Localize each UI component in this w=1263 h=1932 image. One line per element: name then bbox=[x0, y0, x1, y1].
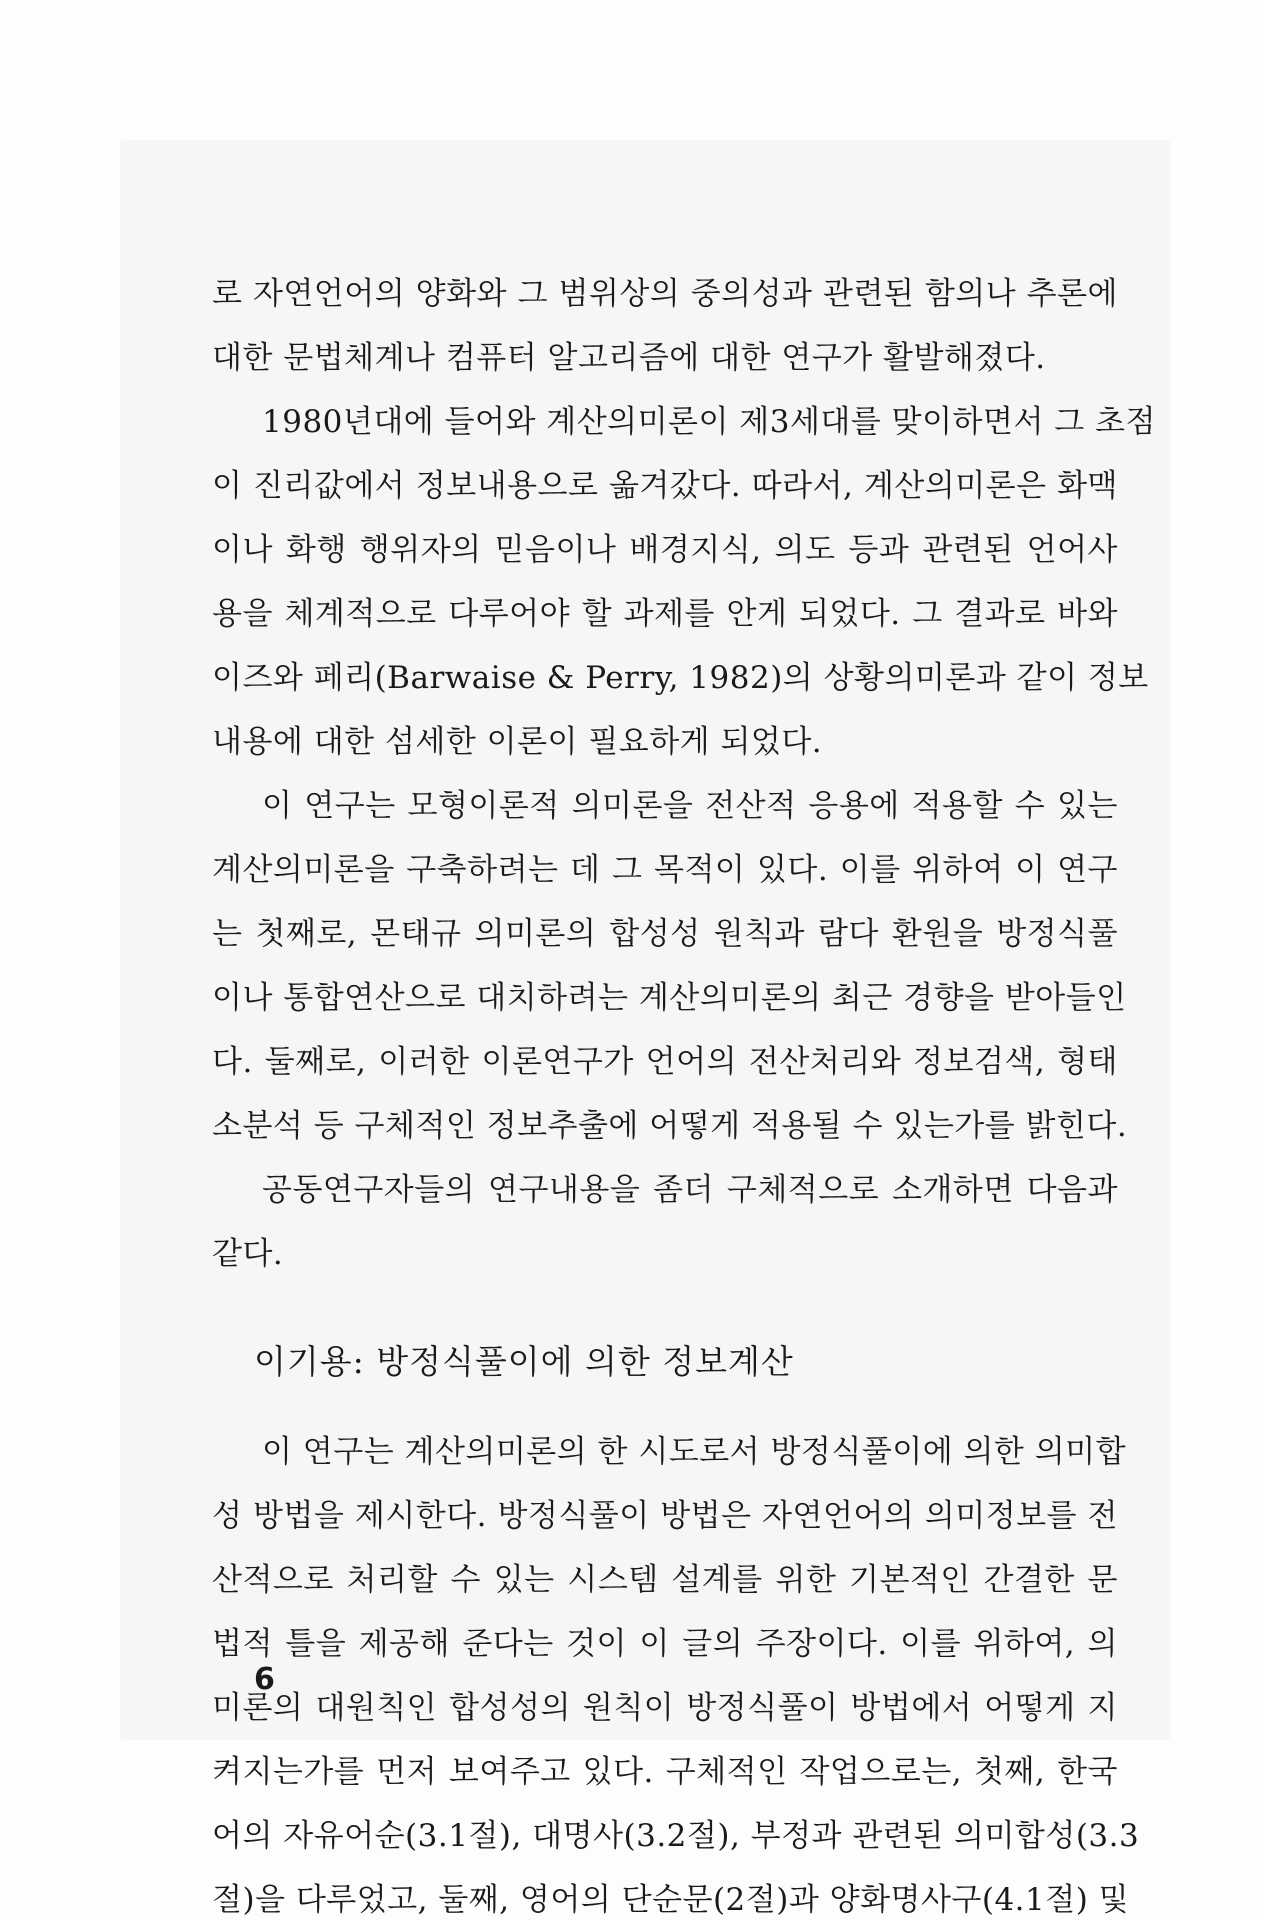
page-number: 6 bbox=[254, 1662, 275, 1697]
text-line: 켜지는가를 먼저 보여주고 있다. 구체적인 작업으로는, 첫째, 한국 bbox=[212, 1754, 1118, 1790]
paragraph-3 bbox=[212, 774, 1128, 1158]
text-line: 용을 체계적으로 다루어야 할 과제를 안게 되었다. 그 결과로 바와 bbox=[212, 596, 1118, 632]
text-line: 내용에 대한 섬세한 이론이 필요하게 되었다. bbox=[212, 724, 823, 760]
text-line: 공동연구자들의 연구내용을 좀더 구체적으로 소개하면 다음과 bbox=[262, 1172, 1118, 1208]
text-line: 소분석 등 구체적인 정보추출에 어떻게 적용될 수 있는가를 밝힌다. bbox=[212, 1108, 1128, 1144]
text-line: 는 첫째로, 몬태규 의미론의 합성성 원칙과 람다 환원을 방정식풀 bbox=[212, 916, 1118, 952]
text-line: 이 연구는 계산의미론의 한 시도로서 방정식풀이에 의한 의미합 bbox=[262, 1434, 1127, 1470]
text-line: 이 연구는 모형이론적 의미론을 전산적 응용에 적용할 수 있는 bbox=[262, 788, 1118, 824]
text-line: 이즈와 페리(Barwaise & Perry, 1982)의 상황의미론과 같이 정보 bbox=[212, 660, 1149, 696]
text-line: 같다. bbox=[212, 1236, 284, 1272]
text-line: 대한 문법체계나 컴퓨터 알고리즘에 대한 연구가 활발해졌다. bbox=[212, 340, 1046, 376]
text-line: 이나 화행 행위자의 믿음이나 배경지식, 의도 등과 관련된 언어사 bbox=[212, 532, 1118, 568]
spacer bbox=[212, 1394, 1118, 1420]
spacer bbox=[212, 1286, 1118, 1330]
text-line: 어의 자유어순(3.1절), 대명사(3.2절), 부정과 관련된 의미합성(3.3 bbox=[212, 1818, 1140, 1854]
paragraph-1 bbox=[212, 262, 1118, 390]
text-line: 이나 통합연산으로 대치하려는 계산의미론의 최근 경향을 받아들인 bbox=[212, 980, 1127, 1016]
paragraph-2 bbox=[212, 390, 1156, 774]
text-line: 미론의 대원칙인 합성성의 원칙이 방정식풀이 방법에서 어떻게 지 bbox=[212, 1690, 1118, 1726]
body-text bbox=[212, 262, 1156, 1932]
text-line: 로 자연언어의 양화와 그 범위상의 중의성과 관련된 함의나 추론에 bbox=[212, 276, 1118, 312]
text-line: 절)을 다루었고, 둘째, 영어의 단순문(2절)과 양화명사구(4.1절) 및 bbox=[212, 1882, 1130, 1918]
text-line: 다. 둘째로, 이러한 이론연구가 언어의 전산처리와 정보검색, 형태 bbox=[212, 1044, 1118, 1080]
section-title: 이기용: 방정식풀이에 의한 정보계산 bbox=[254, 1342, 794, 1381]
text-line: 성 방법을 제시한다. 방정식풀이 방법은 자연언어의 의미정보를 전 bbox=[212, 1498, 1118, 1534]
text-line: 법적 틀을 제공해 준다는 것이 이 글의 주장이다. 이를 위하여, 의 bbox=[212, 1626, 1118, 1662]
text-line: 이 진리값에서 정보내용으로 옮겨갔다. 따라서, 계산의미론은 화맥 bbox=[212, 468, 1118, 504]
paragraph-5 bbox=[212, 1420, 1140, 1932]
text-line: 계산의미론을 구축하려는 데 그 목적이 있다. 이를 위하여 이 연구 bbox=[212, 852, 1118, 888]
text-line: 1980년대에 들어와 계산의미론이 제3세대를 맞이하면서 그 초점 bbox=[262, 404, 1156, 440]
text-line: 산적으로 처리할 수 있는 시스템 설계를 위한 기본적인 간결한 문 bbox=[212, 1562, 1118, 1598]
paragraph-4 bbox=[212, 1158, 1118, 1286]
